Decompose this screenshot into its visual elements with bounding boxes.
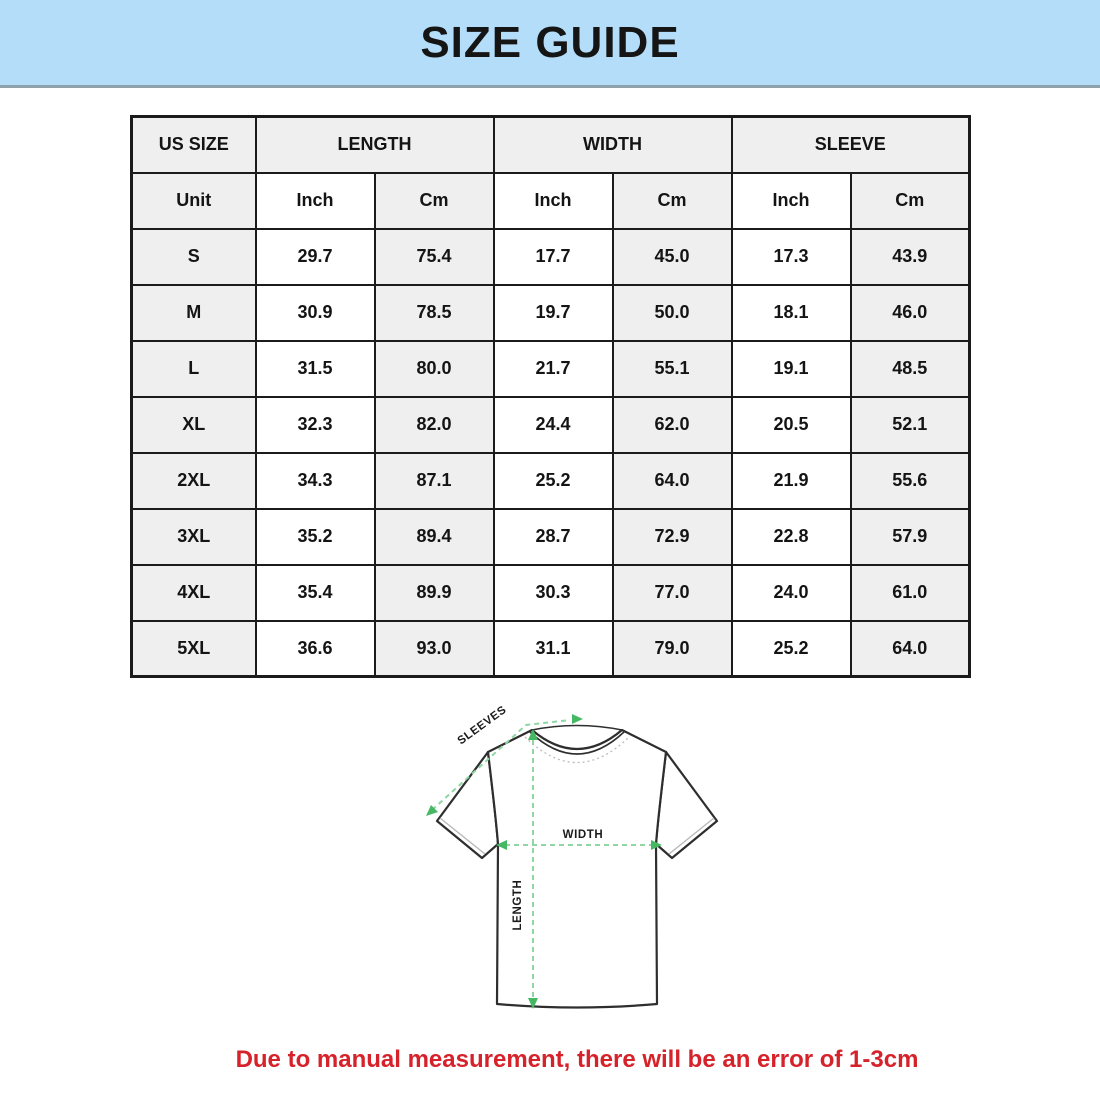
value-cell: 21.7 bbox=[494, 341, 613, 397]
sleeve-arrow-right bbox=[572, 714, 583, 724]
value-cell: 30.9 bbox=[256, 285, 375, 341]
value-cell: 43.9 bbox=[851, 229, 970, 285]
value-cell: 17.7 bbox=[494, 229, 613, 285]
group-header-row bbox=[132, 117, 970, 173]
unit-cell: Cm bbox=[851, 173, 970, 229]
value-cell: 61.0 bbox=[851, 565, 970, 621]
size-row bbox=[132, 229, 970, 285]
value-cell: 29.7 bbox=[256, 229, 375, 285]
value-cell: 89.4 bbox=[375, 509, 494, 565]
value-cell: 64.0 bbox=[613, 453, 732, 509]
group-header-width: WIDTH bbox=[494, 117, 732, 173]
value-cell: 25.2 bbox=[732, 621, 851, 677]
value-cell: 17.3 bbox=[732, 229, 851, 285]
value-cell: 80.0 bbox=[375, 341, 494, 397]
value-cell: 87.1 bbox=[375, 453, 494, 509]
value-cell: 82.0 bbox=[375, 397, 494, 453]
value-cell: 57.9 bbox=[851, 509, 970, 565]
value-cell: 35.4 bbox=[256, 565, 375, 621]
size-cell: 5XL bbox=[132, 621, 256, 677]
length-label: LENGTH bbox=[512, 879, 524, 931]
size-table bbox=[130, 115, 971, 678]
collar-back-edge bbox=[532, 726, 622, 731]
width-label: WIDTH bbox=[562, 829, 604, 841]
header-banner bbox=[0, 0, 1100, 88]
size-cell: 3XL bbox=[132, 509, 256, 565]
value-cell: 50.0 bbox=[613, 285, 732, 341]
page-title: SIZE GUIDE bbox=[420, 17, 680, 67]
value-cell: 72.9 bbox=[613, 509, 732, 565]
value-cell: 24.0 bbox=[732, 565, 851, 621]
value-cell: 77.0 bbox=[613, 565, 732, 621]
unit-label-cell: Unit bbox=[132, 173, 256, 229]
value-cell: 18.1 bbox=[732, 285, 851, 341]
size-cell: L bbox=[132, 341, 256, 397]
unit-cell: Inch bbox=[732, 173, 851, 229]
value-cell: 55.6 bbox=[851, 453, 970, 509]
size-cell: 4XL bbox=[132, 565, 256, 621]
value-cell: 34.3 bbox=[256, 453, 375, 509]
value-cell: 62.0 bbox=[613, 397, 732, 453]
value-cell: 32.3 bbox=[256, 397, 375, 453]
value-cell: 31.1 bbox=[494, 621, 613, 677]
group-header-us-size: US SIZE bbox=[132, 117, 256, 173]
size-row bbox=[132, 509, 970, 565]
size-row bbox=[132, 621, 970, 677]
value-cell: 21.9 bbox=[732, 453, 851, 509]
value-cell: 78.5 bbox=[375, 285, 494, 341]
unit-cell: Cm bbox=[613, 173, 732, 229]
value-cell: 48.5 bbox=[851, 341, 970, 397]
value-cell: 64.0 bbox=[851, 621, 970, 677]
value-cell: 25.2 bbox=[494, 453, 613, 509]
tshirt-body bbox=[488, 730, 666, 1008]
size-cell: S bbox=[132, 229, 256, 285]
size-row bbox=[132, 285, 970, 341]
value-cell: 75.4 bbox=[375, 229, 494, 285]
value-cell: 46.0 bbox=[851, 285, 970, 341]
size-row bbox=[132, 453, 970, 509]
value-cell: 30.3 bbox=[494, 565, 613, 621]
value-cell: 22.8 bbox=[732, 509, 851, 565]
value-cell: 31.5 bbox=[256, 341, 375, 397]
value-cell: 19.1 bbox=[732, 341, 851, 397]
value-cell: 36.6 bbox=[256, 621, 375, 677]
size-row bbox=[132, 565, 970, 621]
group-header-sleeve: SLEEVE bbox=[732, 117, 970, 173]
value-cell: 19.7 bbox=[494, 285, 613, 341]
value-cell: 20.5 bbox=[732, 397, 851, 453]
size-cell: 2XL bbox=[132, 453, 256, 509]
value-cell: 52.1 bbox=[851, 397, 970, 453]
unit-row bbox=[132, 173, 970, 229]
sleeves-label: SLEEVES bbox=[455, 703, 509, 748]
value-cell: 35.2 bbox=[256, 509, 375, 565]
tshirt-diagram bbox=[380, 690, 800, 1050]
value-cell: 55.1 bbox=[613, 341, 732, 397]
unit-cell: Inch bbox=[494, 173, 613, 229]
unit-cell: Cm bbox=[375, 173, 494, 229]
value-cell: 93.0 bbox=[375, 621, 494, 677]
sleeve-arrow-end bbox=[426, 805, 438, 816]
value-cell: 79.0 bbox=[613, 621, 732, 677]
value-cell: 24.4 bbox=[494, 397, 613, 453]
group-header-length: LENGTH bbox=[256, 117, 494, 173]
size-row bbox=[132, 341, 970, 397]
value-cell: 45.0 bbox=[613, 229, 732, 285]
size-cell: M bbox=[132, 285, 256, 341]
value-cell: 28.7 bbox=[494, 509, 613, 565]
measurement-note: Due to manual measurement, there will be an error of 1-3cm bbox=[235, 1046, 919, 1073]
unit-cell: Inch bbox=[256, 173, 375, 229]
value-cell: 89.9 bbox=[375, 565, 494, 621]
size-row bbox=[132, 397, 970, 453]
size-cell: XL bbox=[132, 397, 256, 453]
